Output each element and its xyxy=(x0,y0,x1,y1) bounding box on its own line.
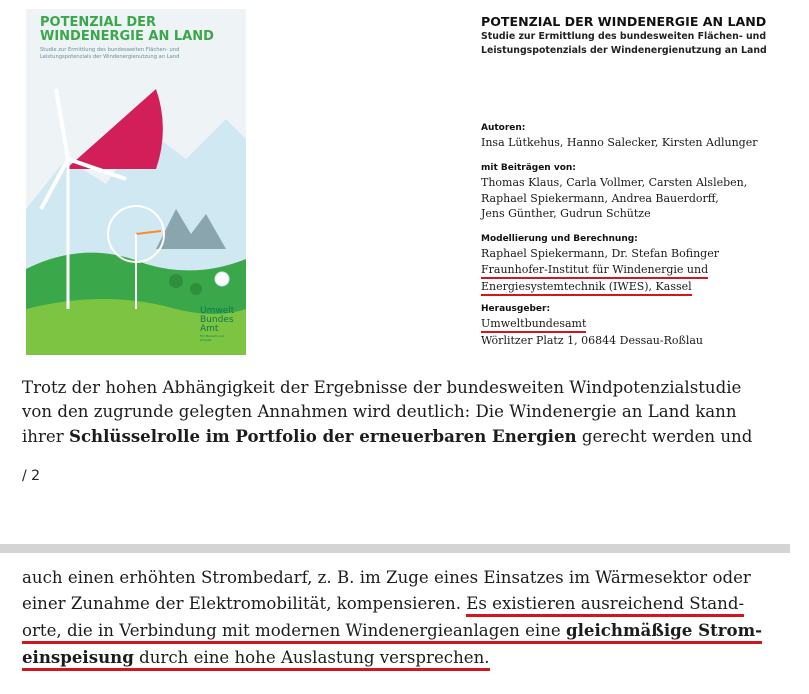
paragraph-line: einspeisung durch eine hohe Auslastung versprechen. xyxy=(22,644,802,671)
authors-section xyxy=(481,122,758,151)
contributors-line: Jens Günther, Gudrun Schütze xyxy=(481,207,651,220)
cover-title: POTENZIAL DER WINDENERGIE AN LAND xyxy=(40,15,214,44)
modelling-label: Modellierung und Berechnung: xyxy=(481,234,638,244)
contributors-line: Raphael Spiekermann, Andrea Bauerdorff, xyxy=(481,191,719,205)
paragraph-line: von den zugrunde gelegten Annahmen wird deutlich: Die Windenergie an Land kann xyxy=(22,402,737,421)
publisher-name: Umweltbundesamt xyxy=(481,317,586,333)
authors-label: Autoren: xyxy=(481,123,526,133)
uba-logo: Umwelt Bundes Amt Für Mensch und Umwelt xyxy=(200,306,235,342)
publisher-address: Wörlitzer Platz 1, 06844 Dessau-Roßlau xyxy=(481,334,704,347)
paragraph-bottom xyxy=(22,565,802,671)
modelling-institute-2: Energiesystemtechnik (IWES), Kassel xyxy=(481,280,692,296)
paragraph-line: orte, die in Verbindung mit modernen Windenergieanlagen eine gleichmäßige Strom- xyxy=(22,617,802,644)
page-number: / 2 xyxy=(22,468,41,484)
report-cover-image xyxy=(26,9,246,355)
contributors-line: Thomas Klaus, Carla Vollmer, Carsten Alsleben, xyxy=(481,176,748,189)
report-title: POTENZIAL DER WINDENERGIE AN LAND xyxy=(481,14,767,29)
report-subtitle: Studie zur Ermittlung des bundesweiten Flächen- und Leistungspotenzials der Windenergienutzung an Land xyxy=(481,31,767,56)
paragraph-line: einer Zunahme der Elektromobilität, kompensieren. Es existieren ausreichend Stand- xyxy=(22,591,802,617)
page-separator xyxy=(0,544,790,553)
cover-subtitle: Studie zur Ermittlung des bundesweiten Flächen- und Leistungspotenzials der Windenergienutzung an Land xyxy=(40,47,180,60)
contributors-section xyxy=(481,162,747,222)
publisher-label: Herausgeber: xyxy=(481,304,551,314)
modelling-institute: Fraunhofer-Institut für Windenergie und xyxy=(481,263,708,279)
paragraph-line: auch einen erhöhten Strombedarf, z. B. im Zuge eines Einsatzes im Wärmesektor oder xyxy=(22,568,751,587)
paragraph-line: Trotz der hohen Abhängigkeit der Ergebnisse der bundesweiten Windpotenzialstudie xyxy=(22,378,742,397)
authors-value: Insa Lütkehus, Hanno Salecker, Kirsten Adlunger xyxy=(481,136,758,149)
modelling-section xyxy=(481,233,719,296)
modelling-persons: Raphael Spiekermann, Dr. Stefan Bofinger xyxy=(481,247,719,260)
highlighted-text: Es existieren ausreichend Stand- xyxy=(466,594,744,617)
report-metadata xyxy=(481,14,801,58)
paragraph-top xyxy=(22,376,802,449)
paragraph-line: ihrer Schlüsselrolle im Portfolio der erneuerbaren Energien gerecht werden und xyxy=(22,426,753,446)
publisher-section xyxy=(481,303,703,349)
contributors-label: mit Beiträgen von: xyxy=(481,163,576,173)
